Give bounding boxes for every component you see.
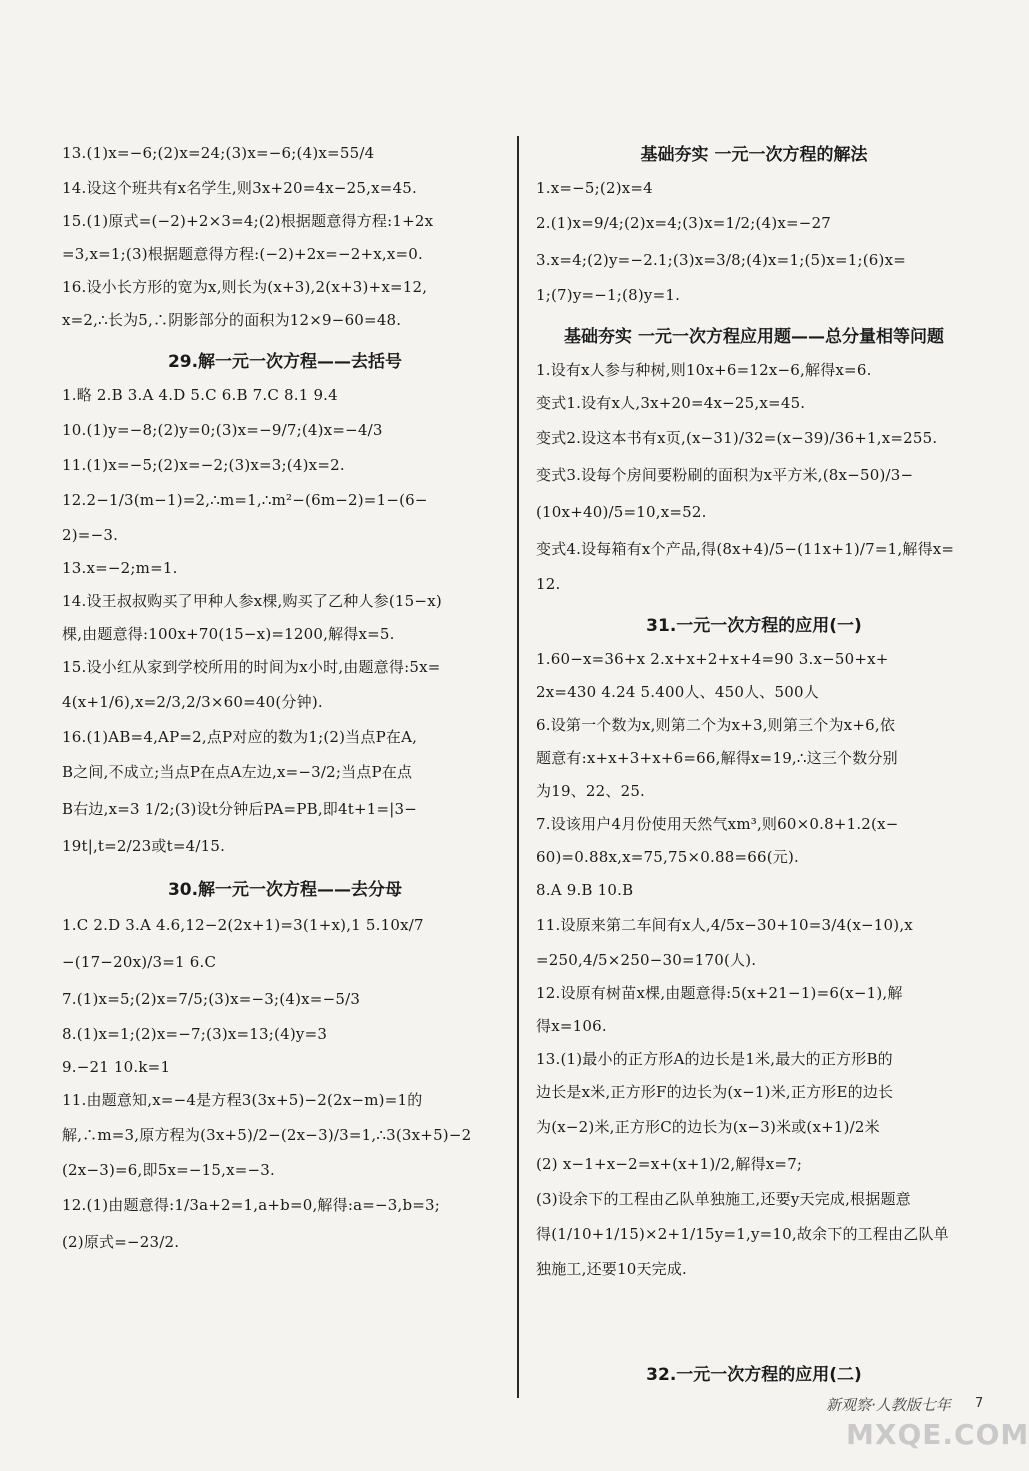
answer-line: 7.(1)x=5;(2)x=7/5;(3)x=−3;(4)x=−5/3 <box>62 990 361 1008</box>
answer-line: 11.设原来第二车间有x人,4/5x−30+10=3/4(x−10),x <box>536 916 913 934</box>
answer-line: 1.60−x=36+x 2.x+x+2+x+4=90 3.x−50+x+ <box>536 650 889 668</box>
section-30-answers <box>62 912 508 1255</box>
section-title: 30.解一元一次方程——去分母 <box>167 880 403 900</box>
answer-line: (2)原式=−23/2. <box>62 1233 180 1251</box>
top-answers <box>62 140 508 331</box>
answer-line: 1;(7)y=−1;(8)y=1. <box>536 286 681 304</box>
answer-line: 14.设这个班共有x名学生,则3x+20=4x−25,x=45. <box>62 179 418 197</box>
answer-line: 12. <box>536 575 561 593</box>
answer-line: 9.−21 10.k=1 <box>62 1058 171 1076</box>
answer-line: 4(x+1/6),x=2/3,2/3×60=40(分钟). <box>62 693 323 711</box>
answer-line: 得(1/10+1/15)×2+1/15y=1,y=10,故余下的工程由乙队单 <box>536 1225 949 1243</box>
answer-line: 13.x=−2;m=1. <box>62 559 178 577</box>
basic-solutions-answers <box>536 177 972 306</box>
answer-line: 1.C 2.D 3.A 4.6,12−2(2x+1)=3(1+x),1 5.10x/7 <box>62 916 424 934</box>
answer-line: (2) x−1+x−2=x+(x+1)/2,解得x=7; <box>536 1155 803 1173</box>
answer-line: 16.设小长方形的宽为x,则长为(x+3),2(x+3)+x=12, <box>62 278 428 296</box>
section-29-answers <box>62 384 508 859</box>
page-number: 7 <box>975 1396 984 1411</box>
answer-line: 10.(1)y=−8;(2)y=0;(3)x=−9/7;(4)x=−4/3 <box>62 421 383 439</box>
section-title: 基础夯实 一元一次方程应用题——总分量相等问题 <box>564 327 944 347</box>
answer-line: 60)=0.88x,x=75,75×0.88=66(元). <box>536 848 799 866</box>
answer-line: 边长是x米,正方形F的边长为(x−1)米,正方形E的边长 <box>536 1083 894 1101</box>
answer-line: 11.由题意知,x=−4是方程3(3x+5)−2(2x−m)=1的 <box>62 1091 423 1109</box>
section-title: 31.一元一次方程的应用(一) <box>646 616 862 636</box>
answer-line: B之间,不成立;当点P在点A左边,x=−3/2;当点P在点 <box>62 763 413 781</box>
answer-line: =250,4/5×250−30=170(人). <box>536 951 757 969</box>
answer-line: 15.设小红从家到学校所用的时间为x小时,由题意得:5x= <box>62 658 441 676</box>
answer-line: 13.(1)最小的正方形A的边长是1米,最大的正方形B的 <box>536 1050 893 1068</box>
watermark: MXQE.COM <box>846 1418 1029 1451</box>
answer-line: 变式1.设有x人,3x+20=4x−25,x=45. <box>536 394 806 412</box>
answer-line: 2x=430 4.24 5.400人、450人、500人 <box>536 683 819 701</box>
left-column <box>62 140 508 1266</box>
series-tag: 新观察·人教版七年 <box>826 1396 951 1414</box>
answer-line: 变式4.设每箱有x个产品,得(8x+4)/5−(11x+1)/7=1,解得x= <box>536 540 955 558</box>
basic-application-answers <box>536 359 972 595</box>
right-column <box>536 140 972 1291</box>
answer-line: x=2,∴长为5,∴阴影部分的面积为12×9−60=48. <box>62 311 402 329</box>
answer-line: 12.2−1/3(m−1)=2,∴m=1,∴m²−(6m−2)=1−(6− <box>62 491 428 509</box>
answer-line: −(17−20x)/3=1 6.C <box>62 953 217 971</box>
answer-line: (10x+40)/5=10,x=52. <box>536 503 707 521</box>
answer-line: (3)设余下的工程由乙队单独施工,还要y天完成,根据题意 <box>536 1190 911 1208</box>
answer-line: 棵,由题意得:100x+70(15−x)=1200,解得x=5. <box>62 625 395 643</box>
answer-line: 12.(1)由题意得:1/3a+2=1,a+b=0,解得:a=−3,b=3; <box>62 1196 441 1214</box>
answer-line: 变式3.设每个房间要粉刷的面积为x平方米,(8x−50)/3− <box>536 466 914 484</box>
answer-line: 3.x=4;(2)y=−2.1;(3)x=3/8;(4)x=1;(5)x=1;(6)x= <box>536 251 906 269</box>
section-title: 29.解一元一次方程——去括号 <box>167 352 403 372</box>
answer-line: 解,∴m=3,原方程为(3x+5)/2−(2x−3)/3=1,∴3(3x+5)−2 <box>62 1126 472 1144</box>
answer-line: 变式2.设这本书有x页,(x−31)/32=(x−39)/36+1,x=255. <box>536 429 938 447</box>
answer-line: 14.设王叔叔购买了甲种人参x棵,购买了乙种人参(15−x) <box>62 592 442 610</box>
section-title: 基础夯实 一元一次方程的解法 <box>640 145 868 165</box>
section-31-answers <box>536 648 972 1280</box>
answer-line: 19t|,t=2/23或t=4/15. <box>62 837 226 855</box>
answer-line: B右边,x=3 1/2;(3)设t分钟后PA=PB,即4t+1=|3− <box>62 800 418 818</box>
answer-line: (2x−3)=6,即5x=−15,x=−3. <box>62 1161 276 1179</box>
answer-line: 8.A 9.B 10.B <box>536 881 634 899</box>
answer-line: 6.设第一个数为x,则第二个为x+3,则第三个为x+6,依 <box>536 716 896 734</box>
answer-line: 独施工,还要10天完成. <box>536 1260 688 1278</box>
answer-line: 得x=106. <box>536 1017 607 1035</box>
column-divider <box>517 136 519 1398</box>
answer-line: 1.设有x人参与种树,则10x+6=12x−6,解得x=6. <box>536 361 872 379</box>
answer-line: 1.x=−5;(2)x=4 <box>536 179 653 197</box>
answer-line: 2)=−3. <box>62 526 119 544</box>
section-title: 32.一元一次方程的应用(二) <box>646 1365 862 1385</box>
answer-line: 为19、22、25. <box>536 782 646 800</box>
answer-line: 12.设原有树苗x棵,由题意得:5(x+21−1)=6(x−1),解 <box>536 984 903 1002</box>
answer-line: 16.(1)AB=4,AP=2,点P对应的数为1;(2)当点P在A, <box>62 728 418 746</box>
answer-line: 13.(1)x=−6;(2)x=24;(3)x=−6;(4)x=55/4 <box>62 144 375 162</box>
answer-line: =3,x=1;(3)根据题意得方程:(−2)+2x=−2+x,x=0. <box>62 245 424 263</box>
answer-line: 11.(1)x=−5;(2)x=−2;(3)x=3;(4)x=2. <box>62 456 345 474</box>
answer-line: 题意有:x+x+3+x+6=66,解得x=19,∴这三个数分别 <box>536 749 898 767</box>
answer-line: 7.设该用户4月份使用天然气xm³,则60×0.8+1.2(x− <box>536 815 899 833</box>
answer-line: 1.略 2.B 3.A 4.D 5.C 6.B 7.C 8.1 9.4 <box>62 386 338 404</box>
answer-line: 15.(1)原式=(−2)+2×3=4;(2)根据题意得方程:1+2x <box>62 212 434 230</box>
answer-line: 8.(1)x=1;(2)x=−7;(3)x=13;(4)y=3 <box>62 1025 328 1043</box>
answer-line: 为(x−2)米,正方形C的边长为(x−3)米或(x+1)/2米 <box>536 1118 880 1136</box>
answer-line: 2.(1)x=9/4;(2)x=4;(3)x=1/2;(4)x=−27 <box>536 214 832 232</box>
